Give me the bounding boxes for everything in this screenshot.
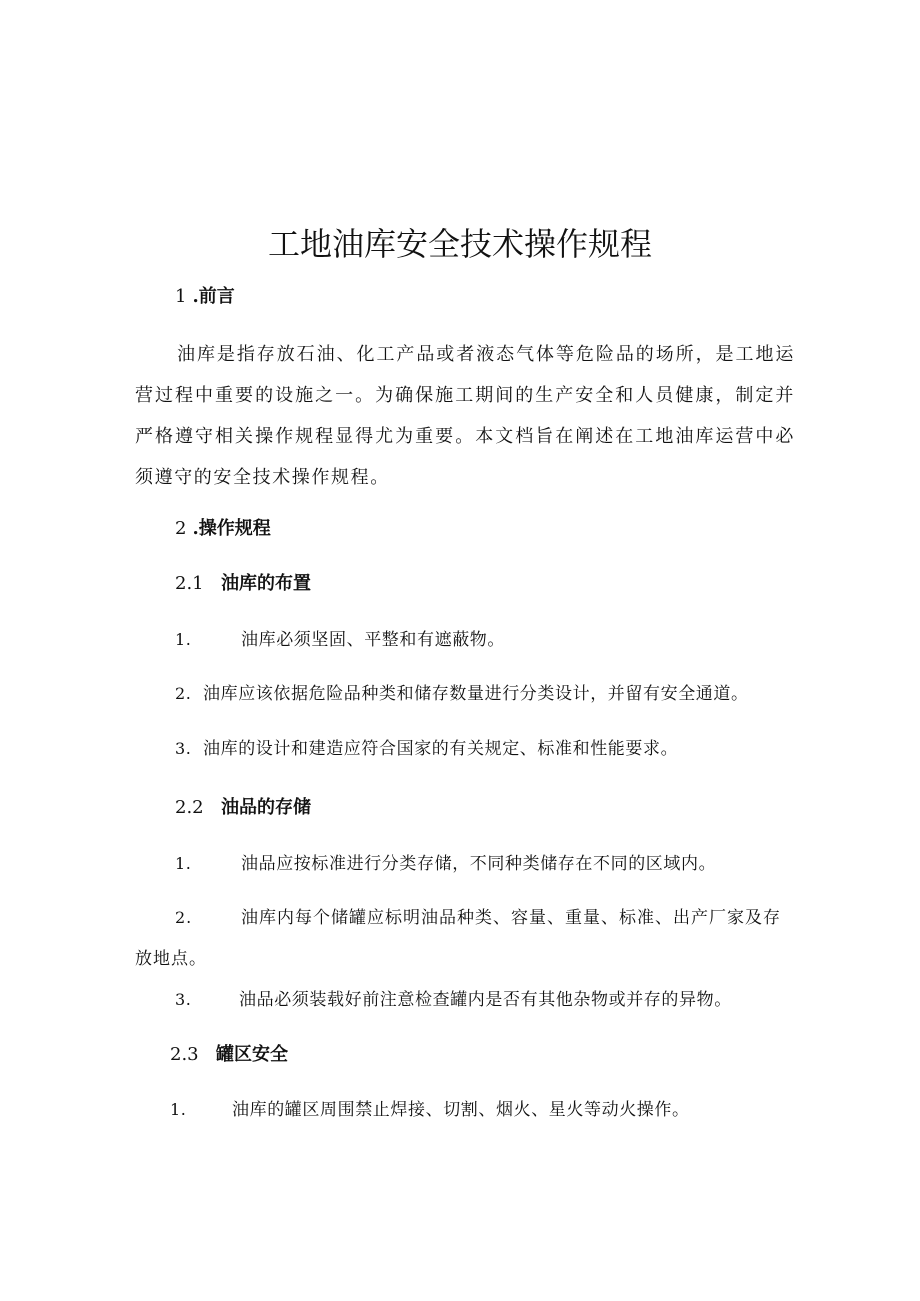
- intro-paragraph: 油库是指存放石油、化工产品或者液态气体等危险品的场所，是工地运营过程中重要的设施之一。为确保施工期间的生产安全和人员健康，制定并严格遵守相关操作规程显得尤为重要。本文档旨在阐述在工地油库运营中必须遵守的安全技术操作规程。: [135, 344, 795, 488]
- list-item-text: 油品必须装载好前注意检查罐内是否有其他杂物或并存的异物。: [239, 990, 732, 1010]
- list-item: [175, 987, 732, 1013]
- list-item-text: 油库的罐区周围禁止焊接、切割、烟火、星火等动火操作。: [232, 1100, 690, 1120]
- list-item-number: 1.: [170, 1100, 187, 1119]
- subsection-label: 油品的存储: [221, 797, 311, 818]
- list-item-number: 2.: [175, 908, 193, 927]
- list-item-text: 油库应该依据危险品种类和储存数量进行分类设计，并留有安全通道。: [203, 684, 749, 704]
- section-heading-2: [175, 516, 271, 542]
- list-item-number: 1.: [175, 854, 192, 873]
- list-item: [175, 736, 678, 762]
- list-item: [175, 627, 505, 653]
- list-item-number: 1.: [175, 630, 192, 649]
- list-item-number: 3.: [175, 990, 192, 1009]
- subsection-number: 2.1: [175, 573, 204, 594]
- section-number: 2: [175, 518, 187, 539]
- list-item-number: 3.: [175, 739, 192, 758]
- list-item-number: 2.: [175, 684, 192, 703]
- subsection-label: 罐区安全: [216, 1044, 288, 1065]
- section-heading-1: [175, 284, 235, 310]
- subsection-heading-2-1: [175, 571, 311, 597]
- subsection-heading-2-3: [170, 1042, 288, 1068]
- list-item-text: 油库内每个储罐应标明油品种类、容量、重量、标准、出产厂家及存放地点。: [135, 908, 781, 969]
- list-item-text: 油品应按标准进行分类存储，不同种类储存在不同的区域内。: [241, 854, 717, 874]
- subsection-label: 油库的布置: [221, 573, 311, 594]
- list-item-text: 油库必须坚固、平整和有遮蔽物。: [241, 630, 505, 650]
- list-item-text: 油库的设计和建造应符合国家的有关规定、标准和性能要求。: [203, 739, 679, 759]
- list-item: [170, 1097, 690, 1123]
- subsection-number: 2.2: [175, 797, 204, 818]
- list-item: [175, 851, 716, 877]
- document-title: 工地油库安全技术操作规程: [267, 225, 652, 263]
- subsection-heading-2-2: [175, 795, 311, 821]
- subsection-number: 2.3: [170, 1044, 199, 1065]
- section-label: .操作规程: [192, 518, 271, 539]
- section-label: .前言: [192, 286, 235, 307]
- section-number: 1: [175, 286, 187, 307]
- list-item: [175, 681, 749, 707]
- list-item-wrapped: [135, 897, 795, 980]
